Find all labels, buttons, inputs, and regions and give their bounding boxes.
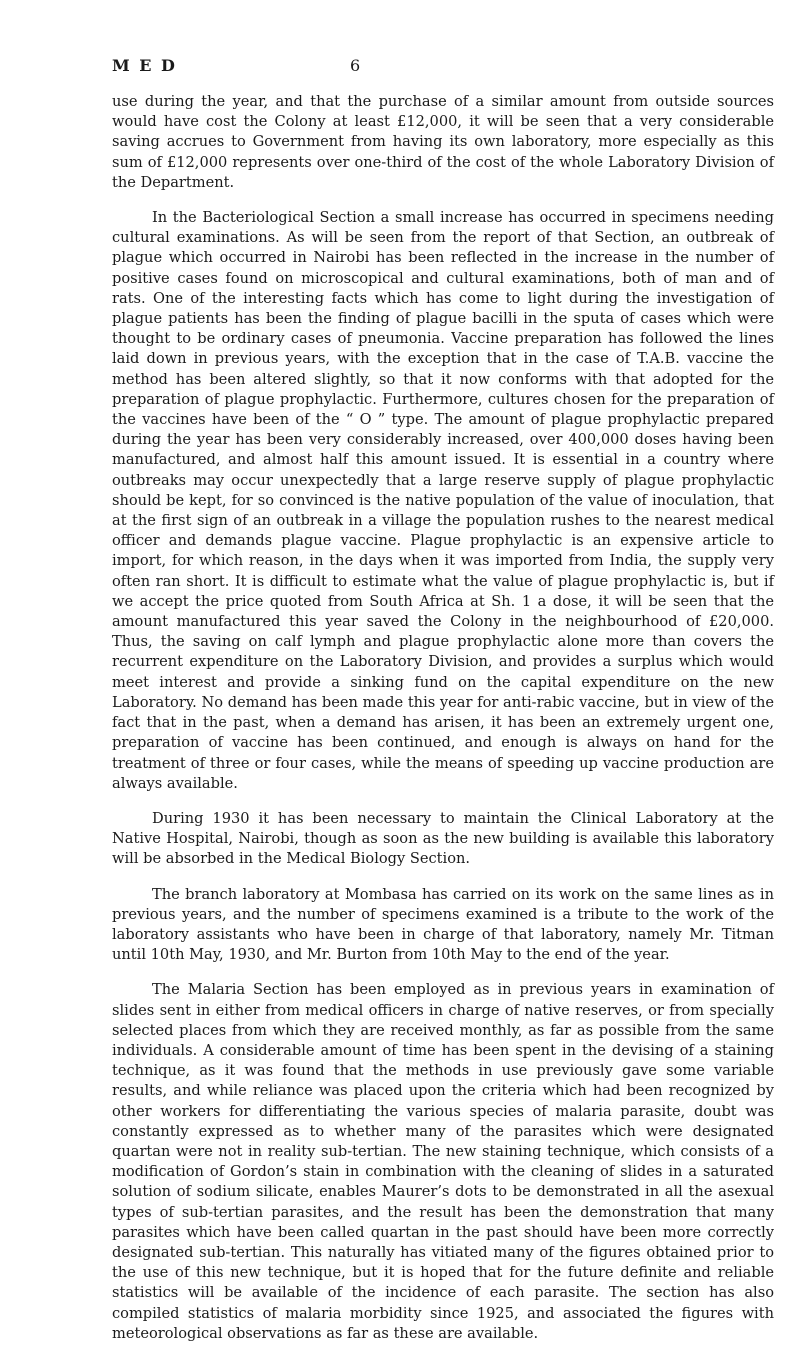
paragraph-malaria-section: The Malaria Section has been employed as in previous years in examination of slides sent in either from medical officers in charge of native reserves, or from specially selected places from which they are received monthly, as far as possible from the same individuals. A considerable amount of time has been spent in the devising of a staining technique, as it was found that the methods in use previously gave some variable results, and while reliance was placed upon the criteria which had been recognized by other workers for differentiating the various species of malaria parasite, doubt was constantly expressed as to whether many of the parasites which were designated quartan were not in reality sub-tertian. The new staining technique, which consists of a modification of Gordon’s stain in combination with the cleaning of slides in a saturated solution of sodium silicate, enables Maurer’s dots to be demonstrated in all the asexual types of sub-tertian parasites, and the result has been the demonstration that many parasites which have been called quartan in the past should have been more correctly designated sub-tertian. This naturally has vitiated many of the figures obtained prior to the use of this new technique, but it is hoped that for the future definite and reliable statistics will be available of the incidence of each parasite. The section has also compiled statistics of malaria morbidity since 1925, and associated the figures with meteorological observations as far as these are available. [112, 981, 774, 1342]
paragraph-continuation: use during the year, and that the purchase of a similar amount from outside sources would have cost the Colony at least £12,000, it will be seen that a very considerable saving accrues to Government from having its own laboratory, more especially as this sum of £12,000 represents over one-third of the cost of the whole Laboratory Division of the Department. [112, 93, 774, 191]
body-text [112, 92, 774, 1359]
running-head: M E D [112, 56, 177, 75]
paragraph-bacteriological-section: In the Bacteriological Section a small increase has occurred in specimens needing cultural examinations. As will be seen from the report of that Section, an outbreak of plague which occurred in Nairobi has been reflected in the increase in the number of positive cases found on microscopical and cultural examinations, both of man and of rats. One of the interesting facts which has come to light during the investigation of plague patients has been the finding of plague bacilli in the sputa of cases which were thought to be ordinary cases of pneumonia. Vaccine preparation has followed the lines laid down in previous years, with the exception that in the case of T.A.B. vaccine the method has been altered slightly, so that it now conforms with that adopted for the preparation of plague prophylactic. Furthermore, cultures chosen for the preparation of the vaccines have been of the “ O ” type. The amount of plague prophylactic prepared during the year has been very considerably increased, over 400,000 doses having been manufactured, and almost half this amount issued. It is essential in a country where outbreaks may occur unexpectedly that a large reserve supply of plague prophylactic should be kept, for so convinced is the native population of the value of inoculation, that at the first sign of an outbreak in a village the population rushes to the nearest medical officer and demands plague vaccine. Plague prophylactic is an expensive article to import, for which reason, in the days when it was imported from India, the supply very often ran short. It is difficult to estimate what the value of plague prophylactic is, but if we accept the price quoted from South Africa at Sh. 1 a dose, it will be seen that the amount manufactured this year saved the Colony in the neighbourhood of £20,000. Thus, the saving on calf lymph and plague prophylactic alone more than covers the recurrent expenditure on the Laboratory Division, and provides a surplus which would meet interest and provide a sinking fund on the capital expenditure on the new Laboratory. No demand has been made this year for anti-rabic vaccine, but in view of the fact that in the past, when a demand has arisen, it has been an extremely urgent one, preparation of vaccine has been continued, and enough is always on hand for the treatment of three or four cases, while the means of speeding up vaccine production are always available. [112, 209, 774, 792]
page-number: 6 [350, 56, 361, 75]
page-header [112, 56, 772, 80]
paragraph-clinical-laboratory: During 1930 it has been necessary to maintain the Clinical Laboratory at the Native Hospital, Nairobi, though as soon as the new building is available this laboratory will be absorbed in the Medical Biology Section. [112, 809, 774, 868]
paragraph-mombasa-laboratory: The branch laboratory at Mombasa has carried on its work on the same lines as in previous years, and the number of specimens examined is a tribute to the work of the laboratory assistants who have been in charge of that laboratory, namely Mr. Titman until 10th May, 1930, and Mr. Burton from 10th May to the end of the year. [112, 885, 774, 964]
